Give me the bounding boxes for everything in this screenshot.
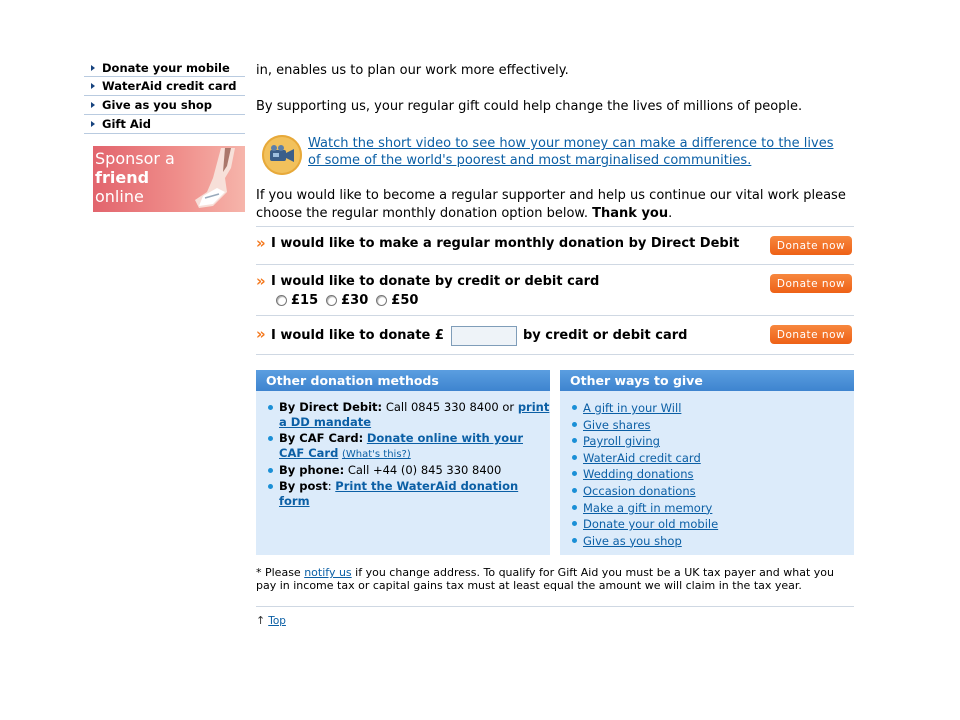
- card-custom-amount-row: [256, 315, 854, 355]
- sidebar-item-label: Give as you shop: [102, 98, 213, 112]
- running-shoe-icon: [191, 148, 239, 210]
- bullet-icon: [572, 405, 577, 410]
- donate-direct-debit-button[interactable]: Donate now: [770, 236, 852, 255]
- list-item: [560, 450, 854, 467]
- triangle-right-icon: [91, 65, 95, 71]
- print-donation-form-link[interactable]: Print the WaterAid donation form: [279, 479, 519, 508]
- bullet-icon: [268, 484, 273, 489]
- ways-to-give-list: [560, 391, 854, 549]
- banner-line: friend: [95, 168, 150, 187]
- bullet-icon: [572, 455, 577, 460]
- bullet-icon: [268, 468, 273, 473]
- bullet-icon: [572, 422, 577, 427]
- intro-paragraph: in, enables us to plan our work more effectively.: [256, 63, 569, 78]
- arrow-up-icon: ↑: [256, 614, 266, 627]
- method-label: By CAF Card:: [279, 431, 364, 445]
- raquo-icon: »: [256, 272, 266, 290]
- occasion-donations-link[interactable]: Occasion donations: [583, 483, 696, 498]
- amount-options: [276, 293, 426, 308]
- custom-amount-input[interactable]: [451, 326, 517, 346]
- list-item: [560, 400, 854, 417]
- paragraph-end: .: [668, 206, 673, 221]
- paragraph-text: If you would like to become a regular supporter and help us continue our vital work please choose the regular monthly donation option below.: [256, 188, 846, 221]
- thank-you-text: Thank you: [592, 206, 669, 221]
- banner-text: [95, 149, 175, 206]
- triangle-right-icon: [91, 83, 95, 89]
- direct-debit-label: I would like to make a regular monthly donation by Direct Debit: [271, 236, 740, 251]
- method-text: Call +44 (0) 845 330 8400: [344, 463, 502, 477]
- list-item: [256, 463, 550, 478]
- custom-amount-suffix: by credit or debit card: [523, 328, 688, 343]
- back-to-top: [256, 614, 286, 627]
- bullet-icon: [572, 488, 577, 493]
- whats-this-link[interactable]: (What's this?): [341, 449, 411, 460]
- direct-debit-row: [256, 226, 854, 265]
- amount-50-radio[interactable]: [376, 295, 387, 306]
- bullet-icon: [572, 538, 577, 543]
- method-text: :: [327, 479, 336, 493]
- list-item: [560, 516, 854, 533]
- panel-title: Other donation methods: [256, 370, 550, 391]
- donate-card-amount-button[interactable]: Donate now: [770, 274, 852, 293]
- payroll-giving-link[interactable]: Payroll giving: [583, 434, 660, 449]
- bullet-icon: [268, 405, 273, 410]
- raquo-icon: »: [256, 325, 266, 343]
- custom-amount-label: I would like to donate £: [271, 328, 444, 343]
- method-label: By phone:: [279, 463, 345, 477]
- credit-card-link[interactable]: WaterAid credit card: [583, 450, 701, 465]
- sidebar-item-label: WaterAid credit card: [102, 79, 237, 93]
- wedding-donations-link[interactable]: Wedding donations: [583, 467, 694, 482]
- sidebar-item-give-as-you-shop[interactable]: [84, 96, 245, 115]
- sidebar-item-credit-card[interactable]: [84, 77, 245, 96]
- support-paragraph: By supporting us, your regular gift could help change the lives of millions of people.: [256, 99, 803, 114]
- list-item: [560, 417, 854, 434]
- notify-us-link[interactable]: notify us: [304, 566, 352, 579]
- video-camera-icon[interactable]: [262, 135, 302, 175]
- divider: [256, 606, 854, 607]
- bullet-icon: [572, 505, 577, 510]
- list-item: [560, 433, 854, 450]
- list-item: [256, 400, 550, 430]
- give-as-you-shop-link[interactable]: Give as you shop: [583, 533, 682, 548]
- regular-supporter-paragraph: [256, 187, 854, 223]
- list-item: [256, 479, 550, 509]
- amount-15-label: £15: [291, 293, 319, 308]
- list-item: [560, 500, 854, 517]
- amount-15-radio[interactable]: [276, 295, 287, 306]
- raquo-icon: »: [256, 234, 266, 252]
- list-item: [560, 466, 854, 483]
- sidebar-item-donate-mobile[interactable]: [84, 60, 245, 77]
- footnote-text: if you change address. To qualify for Gift Aid you must be a UK tax payer and what you pay in income tax or capital gains tax must at least equal the amount we will claim in the tax year.: [256, 566, 834, 592]
- sidebar-nav: [84, 60, 245, 134]
- video-promo: [262, 135, 852, 175]
- triangle-right-icon: [91, 121, 95, 127]
- card-donation-label: I would like to donate by credit or debit card: [271, 274, 600, 289]
- card-fixed-amount-row: [256, 264, 854, 316]
- panel-title: Other ways to give: [560, 370, 854, 391]
- bullet-icon: [572, 521, 577, 526]
- list-item: [256, 431, 550, 462]
- method-label: By Direct Debit:: [279, 400, 383, 414]
- top-link[interactable]: Top: [268, 615, 286, 627]
- sidebar-item-label: Gift Aid: [102, 117, 151, 131]
- footnote-text: * Please: [256, 566, 305, 579]
- list-item: [560, 483, 854, 500]
- method-text: Call 0845 330 8400 or: [382, 400, 518, 414]
- donate-custom-amount-button[interactable]: Donate now: [770, 325, 852, 344]
- triangle-right-icon: [91, 102, 95, 108]
- gift-in-memory-link[interactable]: Make a gift in memory: [583, 500, 713, 515]
- give-shares-link[interactable]: Give shares: [583, 417, 651, 432]
- amount-30-label: £30: [341, 293, 369, 308]
- banner-line: Sponsor a: [95, 149, 175, 168]
- list-item: [560, 533, 854, 550]
- donation-methods-list: [256, 391, 550, 509]
- bullet-icon: [572, 438, 577, 443]
- other-ways-to-give-panel: [560, 370, 854, 555]
- bullet-icon: [572, 471, 577, 476]
- amount-50-label: £50: [391, 293, 419, 308]
- sidebar-item-label: Donate your mobile: [102, 61, 230, 75]
- bullet-icon: [268, 436, 273, 441]
- watch-video-link[interactable]: Watch the short video to see how your money can make a difference to the lives of some of the world's poorest and most marginalised communities.: [308, 136, 834, 168]
- footnote: [256, 566, 854, 592]
- other-donation-methods-panel: [256, 370, 550, 555]
- print-dd-mandate-link[interactable]: print a DD mandate: [279, 400, 550, 429]
- amount-30-radio[interactable]: [326, 295, 337, 306]
- method-label: By post: [279, 479, 328, 493]
- gift-in-will-link[interactable]: A gift in your Will: [583, 401, 682, 415]
- banner-line: online: [95, 187, 144, 206]
- donate-old-mobile-link[interactable]: Donate your old mobile: [583, 517, 719, 532]
- donate-caf-card-link[interactable]: Donate online with your CAF Card: [279, 431, 523, 460]
- sponsor-friend-banner[interactable]: [93, 146, 245, 212]
- sidebar-item-gift-aid[interactable]: [84, 115, 245, 134]
